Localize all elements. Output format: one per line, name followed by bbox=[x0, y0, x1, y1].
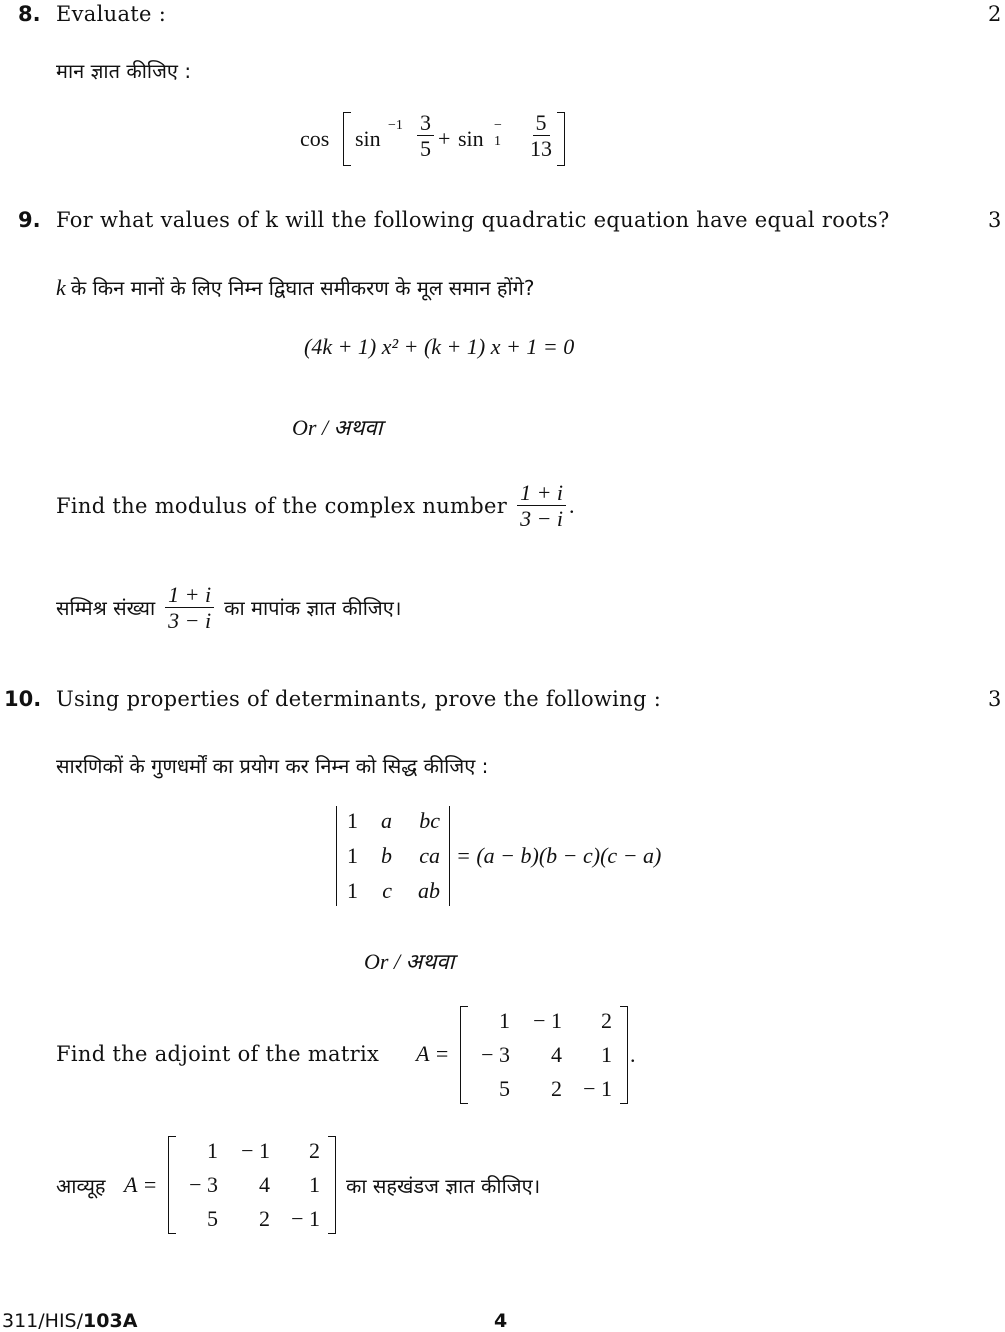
fraction-denominator: 3 − i bbox=[520, 506, 564, 532]
fraction-numerator: 5 bbox=[533, 110, 550, 136]
right-bracket bbox=[557, 112, 565, 166]
page-code-prefix: 311/HIS/ bbox=[2, 1310, 84, 1332]
question-marks: 3 bbox=[988, 687, 1002, 711]
matrix-left-bracket bbox=[460, 1006, 468, 1104]
det-cell: 1 bbox=[347, 808, 358, 833]
matrix-cell: 2 bbox=[551, 1076, 562, 1101]
matrix-right-bracket bbox=[620, 1006, 628, 1104]
alt-question-en: Find the modulus of the complex number $\frac{1 + i}{3 - i}$ . bbox=[56, 480, 575, 532]
matrix-cell: − 3 bbox=[481, 1042, 510, 1067]
determinant-rhs: = (a − b)(b − c)(c − a) bbox=[456, 843, 662, 868]
plus-sign: + bbox=[438, 126, 451, 151]
inverse-exponent: −1 bbox=[388, 118, 403, 133]
matrix bbox=[166, 1136, 346, 1236]
alt-question-hi bbox=[56, 582, 401, 634]
question-text-hi: के किन मानों के लिए निम्न द्विघात समीकरण के मूल समान होंगे? bbox=[70, 276, 535, 300]
matrix bbox=[458, 1006, 638, 1106]
matrix-cell: 1 bbox=[499, 1008, 510, 1033]
matrix-cell: − 1 bbox=[241, 1138, 270, 1163]
quadratic-equation: (4k + 1) x² + (k + 1) x + 1 = 0 bbox=[304, 334, 575, 359]
matrix-cell: − 3 bbox=[189, 1172, 218, 1197]
matrix-cell: 1 bbox=[309, 1172, 320, 1197]
question-marks: 2 bbox=[988, 2, 1002, 26]
matrix-period: . bbox=[630, 1042, 636, 1067]
inverse-exponent: − 1 bbox=[494, 118, 502, 149]
question-number: 9. bbox=[18, 208, 41, 232]
det-cell: 1 bbox=[347, 878, 358, 903]
determinant bbox=[336, 806, 676, 908]
question-text-en: For what values of k will the following quadratic equation have equal roots? bbox=[56, 208, 890, 232]
question-text-hi: मान ज्ञात कीजिए : bbox=[56, 59, 192, 83]
det-cell: ab bbox=[418, 878, 440, 903]
matrix-cell: 5 bbox=[207, 1206, 218, 1231]
det-cell: b bbox=[381, 843, 392, 868]
complex-fraction bbox=[517, 480, 566, 532]
question-number: 10. bbox=[4, 687, 42, 711]
det-right-bar bbox=[449, 806, 450, 906]
alt-question-hi-post: का मापांक ज्ञात कीजिए। bbox=[224, 596, 402, 621]
matrix-cell: − 1 bbox=[583, 1076, 612, 1101]
sin-label: sin bbox=[458, 126, 484, 151]
matrix-cell: 4 bbox=[259, 1172, 270, 1197]
matrix-cell: 4 bbox=[551, 1042, 562, 1067]
matrix-cell: 5 bbox=[499, 1076, 510, 1101]
question-number: 8. bbox=[18, 2, 41, 26]
question-marks: 3 bbox=[988, 208, 1002, 232]
fraction bbox=[417, 110, 434, 162]
fraction-numerator: 1 + i bbox=[517, 480, 566, 506]
matrix-cell: 2 bbox=[309, 1138, 320, 1163]
question-text-hi: सारणिकों के गुणधर्मों का प्रयोग कर निम्न को सिद्ध कीजिए : bbox=[56, 754, 489, 778]
or-separator: Or / अथवा bbox=[292, 415, 383, 440]
left-bracket bbox=[343, 112, 351, 166]
matrix-cell: 1 bbox=[207, 1138, 218, 1163]
det-left-bar bbox=[336, 806, 337, 906]
alt-question-hi-pre: आव्यूह bbox=[56, 1174, 106, 1198]
sin-label: sin bbox=[355, 126, 381, 151]
fraction-denominator: 13 bbox=[530, 136, 552, 162]
or-separator: Or / अथवा bbox=[364, 949, 455, 974]
det-cell: ca bbox=[419, 843, 440, 868]
matrix-right-bracket bbox=[328, 1136, 336, 1234]
det-cell: 1 bbox=[347, 843, 358, 868]
matrix-cell: 2 bbox=[601, 1008, 612, 1033]
matrix-label: A = bbox=[124, 1172, 158, 1197]
cos-label: cos bbox=[300, 126, 330, 151]
alt-question-text: Find the modulus of the complex number bbox=[56, 493, 508, 518]
matrix-cell: 2 bbox=[259, 1206, 270, 1231]
page-code-bold: 103A bbox=[83, 1310, 138, 1332]
matrix-cell: 1 bbox=[601, 1042, 612, 1067]
matrix-cell: − 1 bbox=[291, 1206, 320, 1231]
complex-fraction bbox=[165, 582, 214, 634]
fraction-denominator: 5 bbox=[420, 136, 431, 162]
matrix-label: A = bbox=[416, 1041, 450, 1066]
det-cell: a bbox=[381, 808, 392, 833]
matrix-left-bracket bbox=[168, 1136, 176, 1234]
question-text-hi-line bbox=[56, 274, 535, 301]
fraction-denominator: 3 − i bbox=[168, 608, 212, 634]
matrix-cell: − 1 bbox=[533, 1008, 562, 1033]
page-code bbox=[2, 1310, 137, 1332]
det-cell: c bbox=[382, 878, 392, 903]
det-cell: bc bbox=[419, 808, 440, 833]
fraction-numerator: 3 bbox=[417, 110, 434, 136]
question-text-en: Evaluate : bbox=[56, 2, 167, 26]
fraction-numerator: 1 + i bbox=[165, 582, 214, 608]
alt-question-text: Find the adjoint of the matrix bbox=[56, 1042, 380, 1066]
fraction bbox=[527, 110, 555, 162]
alt-question-hi-post: का सहखंडज ज्ञात कीजिए। bbox=[346, 1174, 541, 1198]
page-number: 4 bbox=[494, 1310, 508, 1332]
question-text-en: Using properties of determinants, prove the following : bbox=[56, 687, 662, 711]
variable-k: k bbox=[56, 275, 66, 300]
alt-question-hi-pre: सम्मिश्र संख्या bbox=[56, 596, 156, 621]
